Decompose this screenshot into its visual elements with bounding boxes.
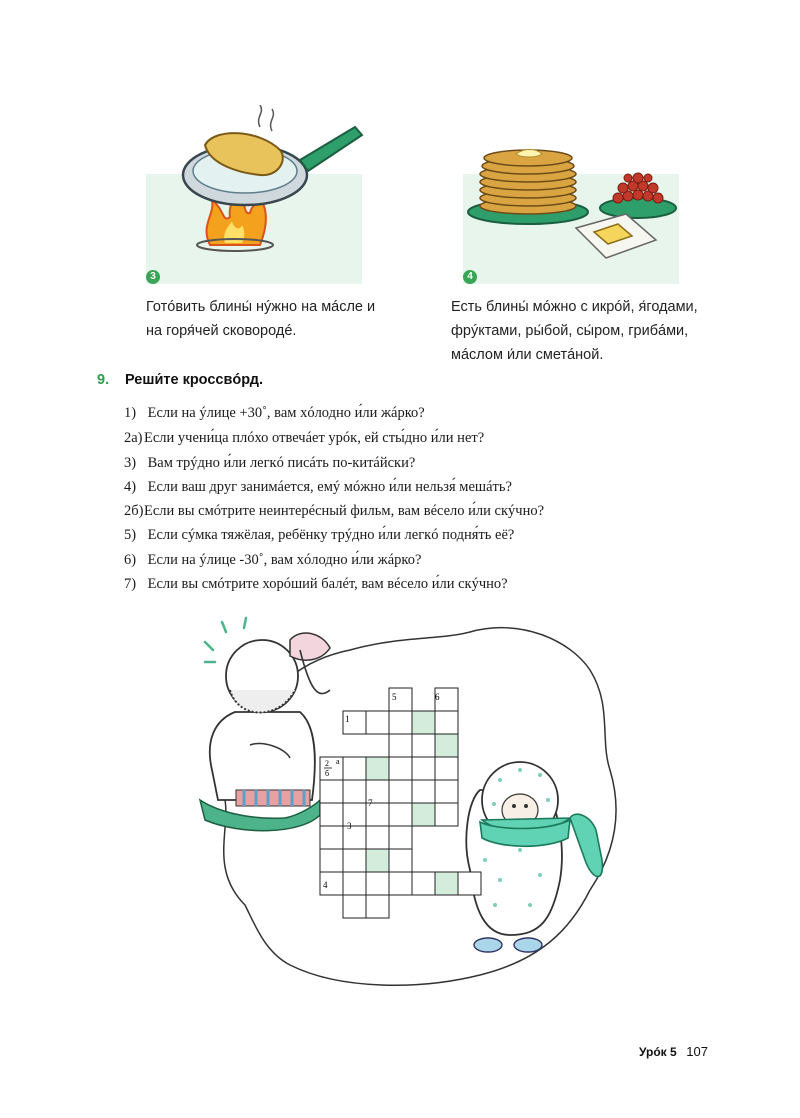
crossword-cell [366,757,389,780]
crossword-cell [320,849,343,872]
page-number: 107 [686,1044,708,1059]
crossword-number-2: 2 [325,759,329,768]
caption-3-line-1: Готóвить блины́ нýжно на мáсле и [146,299,376,315]
crossword-cell [343,849,366,872]
crossword-cell [435,711,458,734]
crossword-number-5: 5 [392,692,397,702]
question-text: Вам трýдно и́ли легкó писáть по-китáйски? [147,455,416,471]
question-text: Если сýмка тяжёлая, ребёнку трýдно и́ли легкó подня́ть её? [147,527,515,543]
crossword-cell [412,734,435,757]
crossword-cell [412,711,435,734]
crossword-cell [366,895,389,918]
crossword-cell [389,849,412,872]
crossword-cell [366,826,389,849]
hot-man-illustration [200,618,330,831]
caption-4-line-2: фрýктами, ры́бой, сы́ром, грибáми, [451,323,689,339]
crossword-cell [366,711,389,734]
question-text: Если вы смóтрите неинтерéсный фильм, вам вéсело и́ли скýчно? [144,503,545,519]
crossword-cell [389,826,412,849]
crossword-cell [320,780,343,803]
crossword-number-1: 1 [345,714,350,724]
question-number: 3) [124,455,137,471]
crossword-cell [435,872,458,895]
crossword-cell [343,872,366,895]
crossword-cell [389,757,412,780]
question-text: Если на ýлице +30˚, вам хóлодно и́ли жáрко? [147,405,425,421]
question-number: 7) [124,576,137,592]
crossword-cell [458,872,481,895]
crossword-cell [366,849,389,872]
crossword-cell [389,734,412,757]
crossword-number-4: 4 [323,880,328,890]
page-footer [639,1044,708,1059]
question-number: 2а) [124,430,143,446]
question-text: Если вы смóтрите хорóший балéт, вам вéсело и́ли скýчно? [147,576,508,592]
crossword-cell [412,872,435,895]
crossword-cell [412,757,435,780]
crossword-cell [343,895,366,918]
question-text: Если учени́ца плóхо отвечáет урóк, ей сты́дно и́ли нет? [144,430,485,446]
crossword-cell [389,872,412,895]
crossword-cell [435,803,458,826]
question-number: 1) [124,405,137,421]
crossword-number-7: 7 [368,798,373,808]
exercise-title: Реши́те кроссвóрд. [125,372,263,388]
crossword-cell [435,734,458,757]
caption-4-line-3: мáслом и́ли сметáной. [451,347,604,363]
question-text: Если ваш друг занимáется, емý мóжно и́ли нельзя́ мешáть? [147,479,512,495]
crossword-number-6: 6 [435,692,440,702]
crossword-cell [320,826,343,849]
picture-number-badge-3: 3 [146,270,160,284]
question-number: 5) [124,527,137,543]
caption-4-line-1: Есть блины́ мóжно с икрóй, я́годами, [451,299,698,315]
crossword-cell [435,757,458,780]
crossword-cell [320,803,343,826]
question-text: Если на ýлице -30˚, вам хóлодно и́ли жáрко? [147,552,422,568]
lesson-label: Урóк 5 [638,1045,677,1059]
cold-girl-illustration [466,762,602,952]
caption-3-line-2: на горя́чей сковородé. [146,323,297,339]
crossword-cell [389,711,412,734]
crossword-cell [435,780,458,803]
crossword-cell [389,780,412,803]
crossword-cell [389,803,412,826]
crossword-cell [343,757,366,780]
exercise-number: 9. [97,372,110,388]
crossword-number-3: 3 [347,821,352,831]
crossword-cell [366,872,389,895]
picture-number-badge-4: 4 [463,270,477,284]
crossword-number-2a: а [336,757,340,766]
question-number: 4) [124,479,137,495]
question-number: 2б) [124,503,144,519]
crossword-number-2b: б [325,769,330,778]
question-number: 6) [124,552,137,568]
crossword-cell [412,803,435,826]
